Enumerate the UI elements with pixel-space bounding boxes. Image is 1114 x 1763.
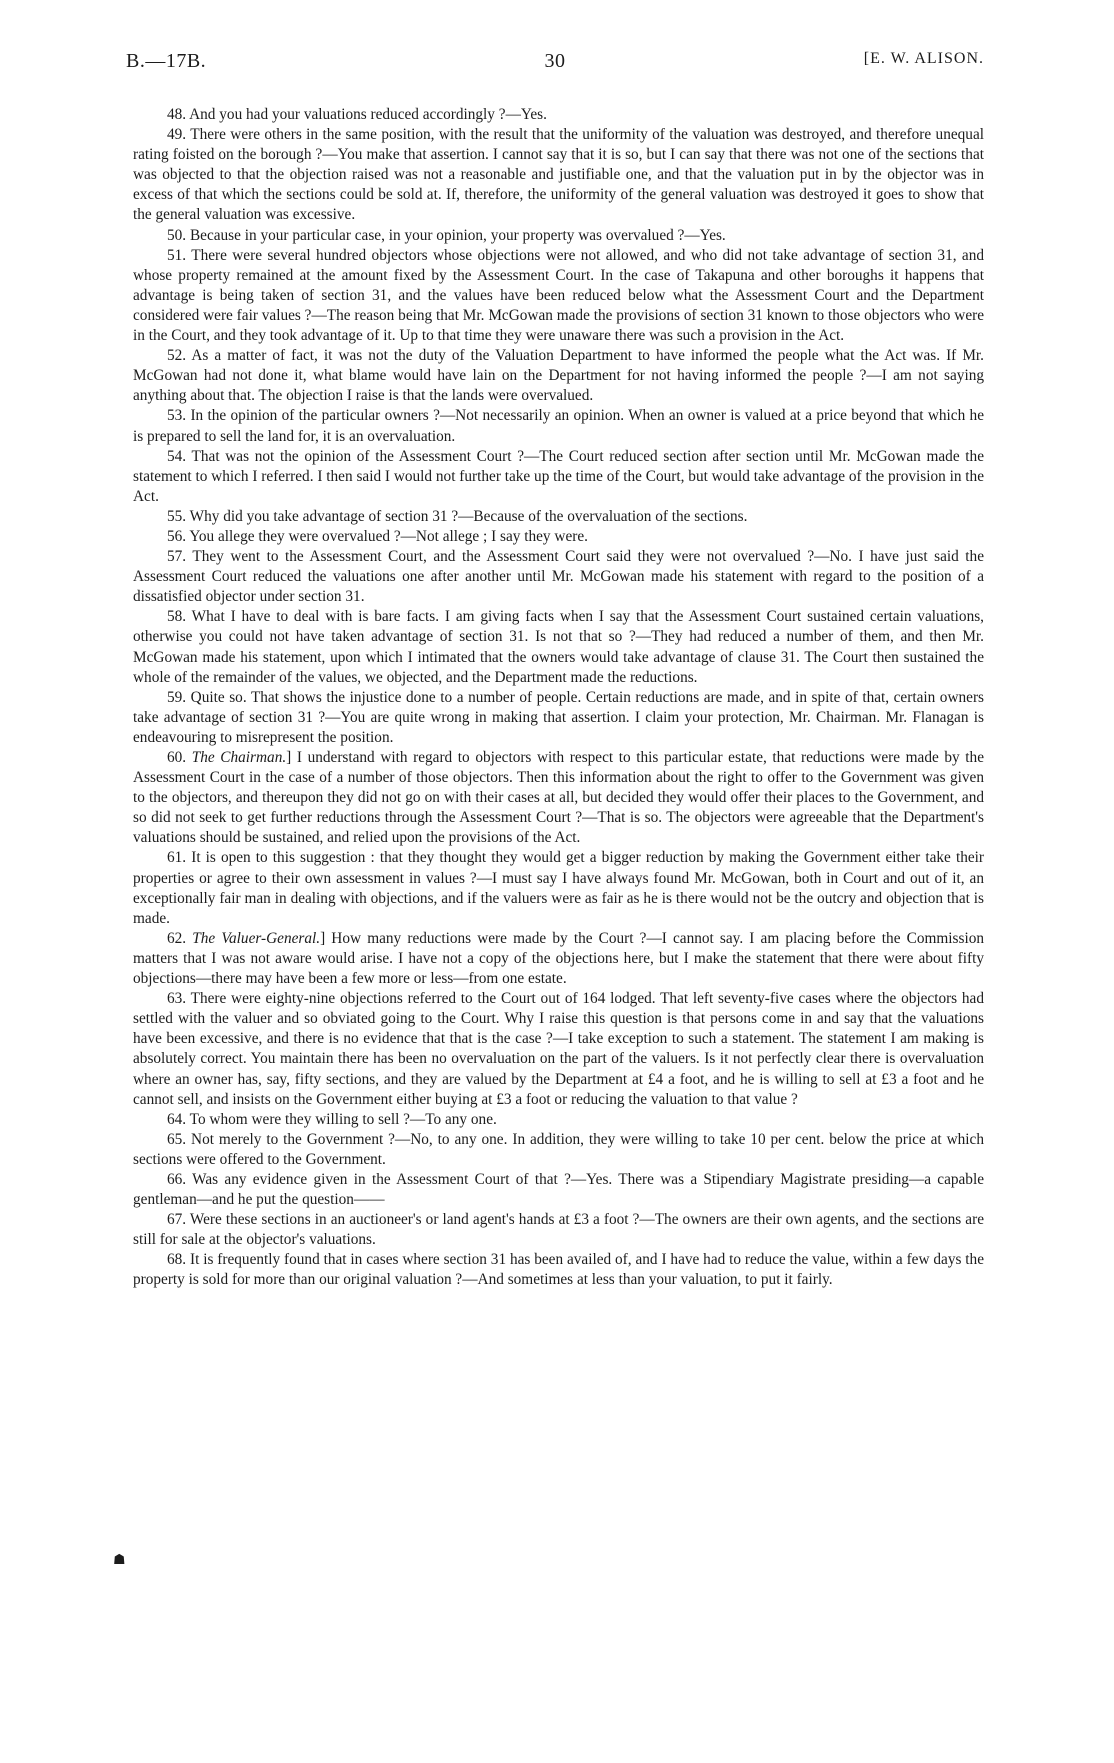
paragraph-text: ] How many reductions were made by the Court ?—I cannot say. I am placing before the Commission matters that I was not aware would arise. I have not a copy of the objections here, but I make the statement that there were about fifty objections—there may have been a few more or less—from one estate. [133, 929, 984, 988]
speaker-label: The Chairman. [191, 749, 287, 766]
paragraph-63: 63. There were eighty-nine objections referred to the Court out of 164 lodged. That left seventy-five cases where the objectors had settled with the valuer and so obviated going to the Court. Why I raise this question is that persons come in and say that the valuations have been excessive, and there is no evidence that that is the case ?—I take exception to such a statement. The statement I am making is absolutely correct. You maintain there has been no overvaluation on the part of the valuers. Is it not perfectly clear there is overvaluation where an owner has, say, fifty sections, and they are valued by the Department at £4 a foot, and he is willing to sell at £3 a foot and he cannot sell, and insists on the Government either buying at £3 a foot or reducing the valuation to that value ? [133, 990, 984, 1108]
report-code: B.—17B. [126, 50, 207, 72]
paragraph-60 [133, 748, 984, 848]
paragraph-59: 59. Quite so. That shows the injustice done to a number of people. Certain reductions are made, and in spite of that, certain owners take advantage of section 31 ?—You are quite wrong in making that assertion. I claim your protection, Mr. Chairman. Mr. Flanagan is endeavouring to misrepresent the position. [133, 688, 984, 746]
paragraph-48: 48. And you had your valuations reduced accordingly ?—Yes. [167, 106, 547, 123]
paragraph-56: 56. You allege they were overvalued ?—Not allege ; I say they were. [167, 527, 588, 545]
paragraph-51: 51. There were several hundred objectors whose objections were not allowed, and who did not take advantage of section 31, and whose property remained at the amount fixed by the Assessment Court. In the case of Takapuna and other boroughs it happens that advantage is being taken of section 31, and the values have been reduced below what the Assessment Court and the Department considered were fair values ?—The reason being that Mr. McGowan made the provisions of section 31 known to those objectors who were in the Court, and they took advantage of it. Up to that time they were unaware there was such a provision in the Act. [133, 246, 984, 345]
paragraph-text: ] I understand with regard to objectors with respect to this particular estate, that reductions were made by the Assessment Court in the case of a number of those objectors. Then this information about the right to offer to the Government was given to the objectors, and thereupon they did not go on with their cases at all, but decided they would offer their places to the Government, and so did not seek to get further reductions through the Assessment Court ?—That is so. The objectors were agreeable that the Department's valuations should be sustained, and relied upon the provisions of the Act. [133, 749, 984, 847]
hand-pointer-icon: ☗ [113, 1553, 126, 1568]
page-number: 30 [544, 50, 566, 72]
paragraph-61: 61. It is open to this suggestion : that they thought they would get a bigger reduction by making the Government either take their properties or agree to their own assessment in values ?—I must say I have always found Mr. McGowan, both in Court and out of it, an exceptionally fair man in dealing with objections, and if the valuers were as fair as he is there would not be the outcry and objection that is made. [133, 849, 984, 927]
question-number: 60. [167, 749, 192, 766]
paragraph-54: 54. That was not the opinion of the Assessment Court ?—The Court reduced section after section until Mr. McGowan made the statement to which I referred. I then said I would not further take up the time of the Court, but would take advantage of the provision in the Act. [133, 447, 984, 505]
paragraph-55: 55. Why did you take advantage of section 31 ?—Because of the overvaluation of the sections. [167, 507, 748, 525]
page-header [126, 50, 984, 80]
paragraph-53: 53. In the opinion of the particular owners ?—Not necessarily an opinion. When an owner is valued at a price beyond that which he is prepared to sell the land for, it is an overvaluation. [133, 407, 984, 445]
paragraph-68: 68. It is frequently found that in cases where section 31 has been availed of, and I have had to reduce the value, within a few days the property is sold for more than our original valuation ?—And sometimes at less than your valuation, to put it fairly. [133, 1251, 984, 1289]
paragraph-49: 49. There were others in the same position, with the result that the uniformity of the valuation was destroyed, and therefore unequal rating foisted on the borough ?—You make that assertion. I cannot say that it is so, but I can say that there was not one of the sections that was objected to that the objection raised was not a reasonable and justifiable one, and that the valuation put in by the objector was in excess of that which the sections could be sold at. If, therefore, the uniformity of the general valuation was destroyed it goes to show that the general valuation was excessive. [133, 126, 984, 224]
paragraph-65: 65. Not merely to the Government ?—No, to any one. In addition, they were willing to take 10 per cent. below the price at which sections were offered to the Government. [133, 1130, 984, 1168]
paragraph-58: 58. What I have to deal with is bare facts. I am giving facts when I say that the Assessment Court sustained certain valuations, otherwise you could not have taken advantage of section 31. Is not that so ?—They had reduced a number of them, and then Mr. McGowan made his statement, upon which I intimated that the owners would take advantage of clause 31. The Court then sustained the whole of the remainder of the values, we objected, and the Department made the reductions. [133, 608, 984, 686]
paragraph-64: 64. To whom were they willing to sell ?—To any one. [167, 1110, 497, 1128]
paragraph-57: 57. They went to the Assessment Court, and the Assessment Court said they were not overvalued ?—No. I have just said the Assessment Court reduced the valuations one after another until Mr. McGowan made his statement with regard to the position of a dissatisfied objector under section 31. [133, 548, 984, 606]
question-number: 62. [167, 929, 193, 947]
paragraph-67: 67. Were these sections in an auctioneer's or land agent's hands at £3 a foot ?—The owners are their own agents, and the sections are still for sale at the objector's valuations. [133, 1211, 984, 1249]
paragraph-66: 66. Was any evidence given in the Assessment Court of that ?—Yes. There was a Stipendiary Magistrate presiding—a capable gentleman—and he put the question—— [133, 1170, 984, 1209]
speaker-label: The Valuer-General. [192, 929, 321, 947]
paragraph-62 [133, 929, 984, 989]
paragraph-50: 50. Because in your particular case, in your opinion, your property was overvalued ?—Yes. [167, 226, 726, 244]
document-body [133, 105, 984, 1291]
paragraph-52: 52. As a matter of fact, it was not the duty of the Valuation Department to have informed the people what the Act was. If Mr. McGowan had not done it, what blame would have lain on the Department for not having informed the people ?—I am not saying anything about that. The objection I raise is that the lands were overvalued. [133, 347, 984, 405]
witness-name: [E. W. ALISON. [863, 50, 984, 67]
